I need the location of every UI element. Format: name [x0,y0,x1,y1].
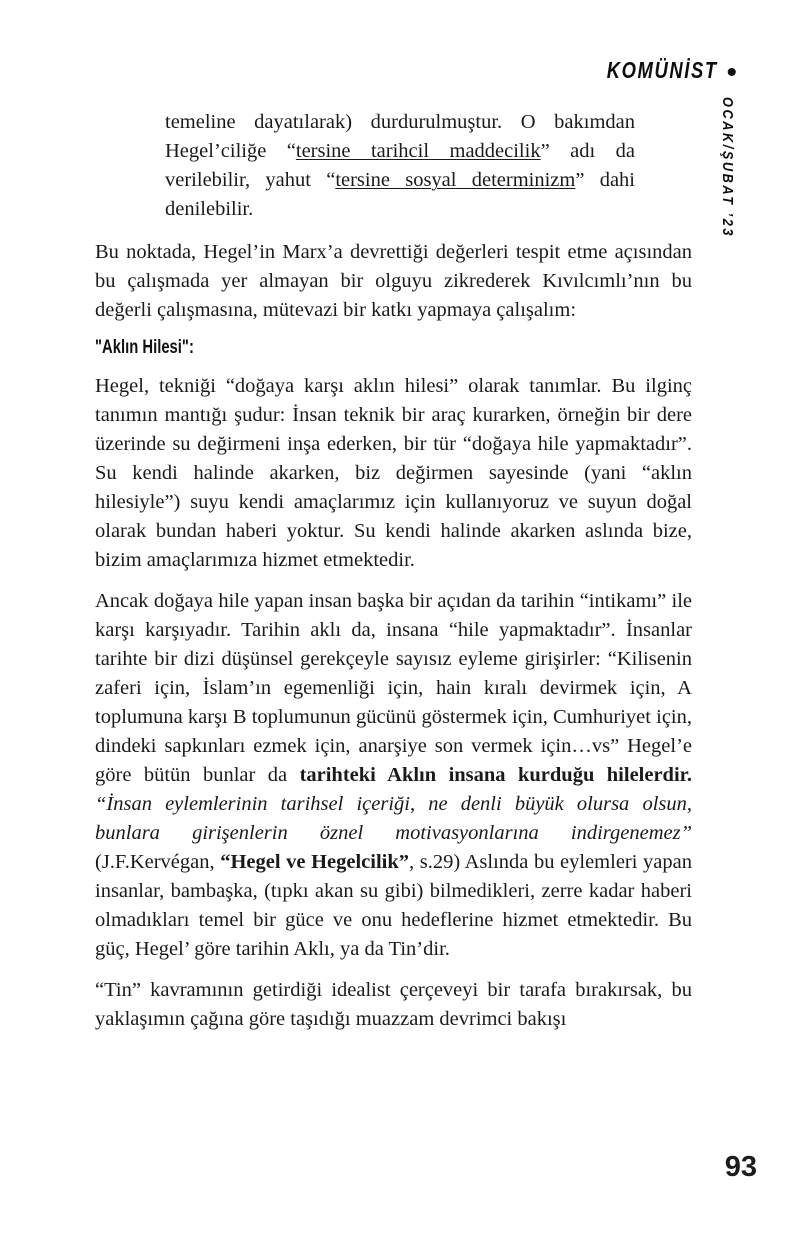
issue-date-sidebar [718,97,736,263]
running-header [579,55,737,89]
body-paragraph [95,587,692,964]
body-paragraph [95,976,692,1034]
text-segment-normal: , s.29) Aslında bu eylemleri yapan insanlar, bambaşka, (tıpkı akan su gibi) bilmedikleri, zerre kadar haberi olmadıkları temel bir güce ve onu hedeflerine hizmet etmektedir. Bu güç, Hegel’ göre tarihin Aklı, ya da Tin’dir. [95,851,692,960]
text-segment-bold: “Hegel ve Hegelcilik” [220,851,409,873]
text-segment-normal: ” dahi denilebilir. [165,169,635,220]
text-segment-normal: "Aklın Hilesi": [95,337,194,358]
text-segment-normal: “Tin” kavramının getirdiği idealist çerçeveyi bir tarafa bırakırsak, bu yaklaşımın çağına göre taşıdığı muazzam devrimci bakışı [95,979,692,1030]
body-paragraph [95,372,692,575]
opening-blockquote [165,108,635,224]
text-segment-normal: (J.F.Kervégan, [95,851,221,873]
text-segment-underline: tersine sosyal determinizm [335,169,576,191]
section-heading [95,337,561,359]
text-segment-bold: tarihteki Aklın insana kurduğu hilelerdir. [299,764,692,786]
text-segment-normal: Ancak doğaya hile yapan insan başka bir açıdan da tarihin “intikamı” ile karşı karşıyadır. Tarihin aklı da, insana “hile yapmaktadır”. İnsanlar tarihte bir dizi düşünsel gerekçeyle sayısız eyleme girişirler: “Kilisenin zaferi için, İslam’ın egemenliği için, hain kıralı devirmek için, A toplumuna karşı B toplumunun gücünü göstermek için, Cumhuriyet için, dindeki sapkınları ezmek için, anarşiye son vermek için…vs” Hegel’e göre bütün bunlar da [95,590,692,786]
issue-date-label: OCAK/ŞUBAT ’23 [719,97,736,239]
text-segment-normal: temeline dayatılarak) durdurulmuştur. O bakımdan Hegel’ciliğe “ [165,111,635,162]
bullet-icon: • [726,55,737,89]
page-number: 93 [724,1151,757,1183]
text-segment-italic: “İnsan eylemlerinin tarihsel içeriği, ne denli büyük olursa olsun, bunlara girişenlerin öznel motivasyonlarına indirgenemez” [95,793,692,844]
text-segment-normal: ” adı da verilebilir, yahut “ [165,140,635,191]
text-segment-underline: tersine tarihcil maddecilik [295,140,541,162]
journal-title: KOMÜNİST [606,57,718,83]
body-text [95,108,692,1046]
text-segment-normal: Bu noktada, Hegel’in Marx’a devrettiği değerleri tespit etme açısından bu çalışmada yer almayan bir olguyu zikrederek Kıvılcımlı’nın bu değerli çalışmasına, mütevazi bir katkı yapmaya çalışalım: [95,241,692,321]
body-paragraph [95,238,692,325]
text-segment-normal: Hegel, tekniği “doğaya karşı aklın hilesi” olarak tanımlar. Bu ilginç tanımın mantığı şudur: İnsan teknik bir araç kurarken, örneğin bir dere üzerinde su değirmeni inşa ederken, bir tür “doğaya hile yapmaktadır”. Su kendi halinde akarken, biz değirmen sayesinde (yani “aklın hilesiyle”) suyu kendi amaçlarımız için kullanıyoruz ve suyun doğal olarak bundan haberi yoktur. Su kendi halinde akarken aslında bize, bizim amaçlarımıza hizmet etmektedir. [95,375,692,571]
